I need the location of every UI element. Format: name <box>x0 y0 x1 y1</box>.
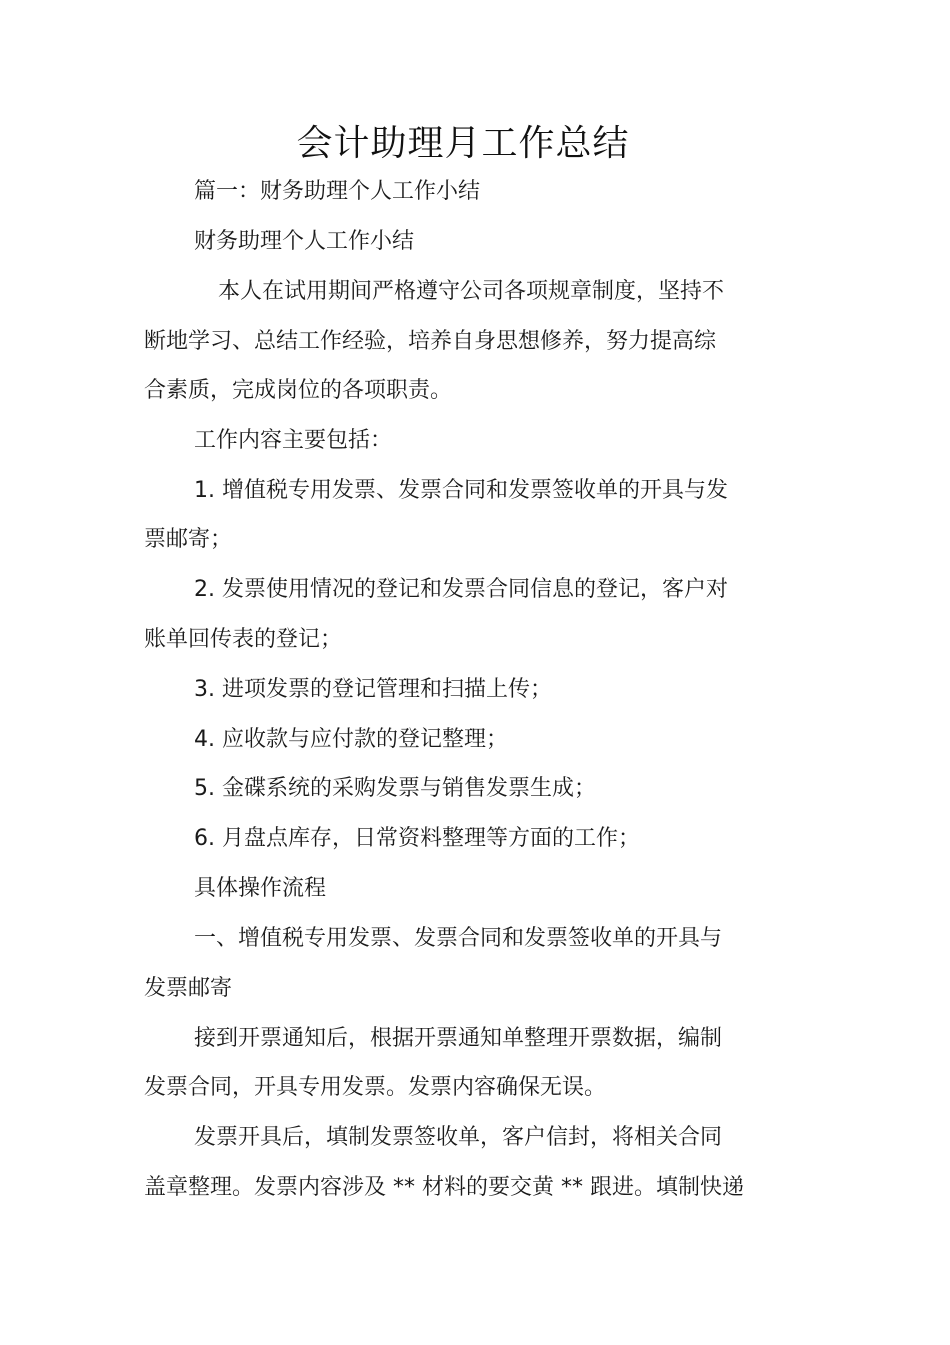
list-item-continuation: 票邮寄； <box>144 527 233 552</box>
paragraph-line: 发票邮寄 <box>144 976 233 1001</box>
list-item: 5. 金碟系统的采购发票与销售发票生成； <box>194 776 596 801</box>
list-item-continuation: 账单回传表的登记； <box>144 627 343 652</box>
list-item: 6. 月盘点库存，日常资料整理等方面的工作； <box>194 826 640 851</box>
list-item: 4. 应收款与应付款的登记整理； <box>194 727 508 752</box>
paragraph-line: 发票开具后，填制发票签收单，客户信封，将相关合同 <box>194 1125 723 1150</box>
section-heading: 篇一：财务助理个人工作小结 <box>194 179 481 204</box>
paragraph-line: 本人在试用期间严格遵守公司各项规章制度，坚持不 <box>218 279 725 304</box>
paragraph-line: 工作内容主要包括： <box>194 428 393 453</box>
section-heading: 具体操作流程 <box>194 876 327 901</box>
list-item: 3. 进项发票的登记管理和扫描上传； <box>194 677 552 702</box>
list-item: 1. 增值税专用发票、发票合同和发票签收单的开具与发 <box>194 478 728 503</box>
paragraph-line: 盖章整理。发票内容涉及 ** 材料的要交黄 ** 跟进。填制快递 <box>144 1175 744 1200</box>
paragraph-line: 接到开票通知后，根据开票通知单整理开票数据，编制 <box>194 1026 723 1051</box>
list-item: 2. 发票使用情况的登记和发票合同信息的登记，客户对 <box>194 577 728 602</box>
page-title: 会计助理月工作总结 <box>296 123 630 164</box>
paragraph-line: 发票合同，开具专用发票。发票内容确保无误。 <box>144 1075 607 1100</box>
subsection-heading: 财务助理个人工作小结 <box>194 229 415 254</box>
paragraph-line: 合素质，完成岗位的各项职责。 <box>144 378 453 403</box>
paragraph-line: 一、增值税专用发票、发票合同和发票签收单的开具与 <box>194 926 723 951</box>
paragraph-line: 断地学习、总结工作经验，培养自身思想修养，努力提高综 <box>144 329 717 354</box>
